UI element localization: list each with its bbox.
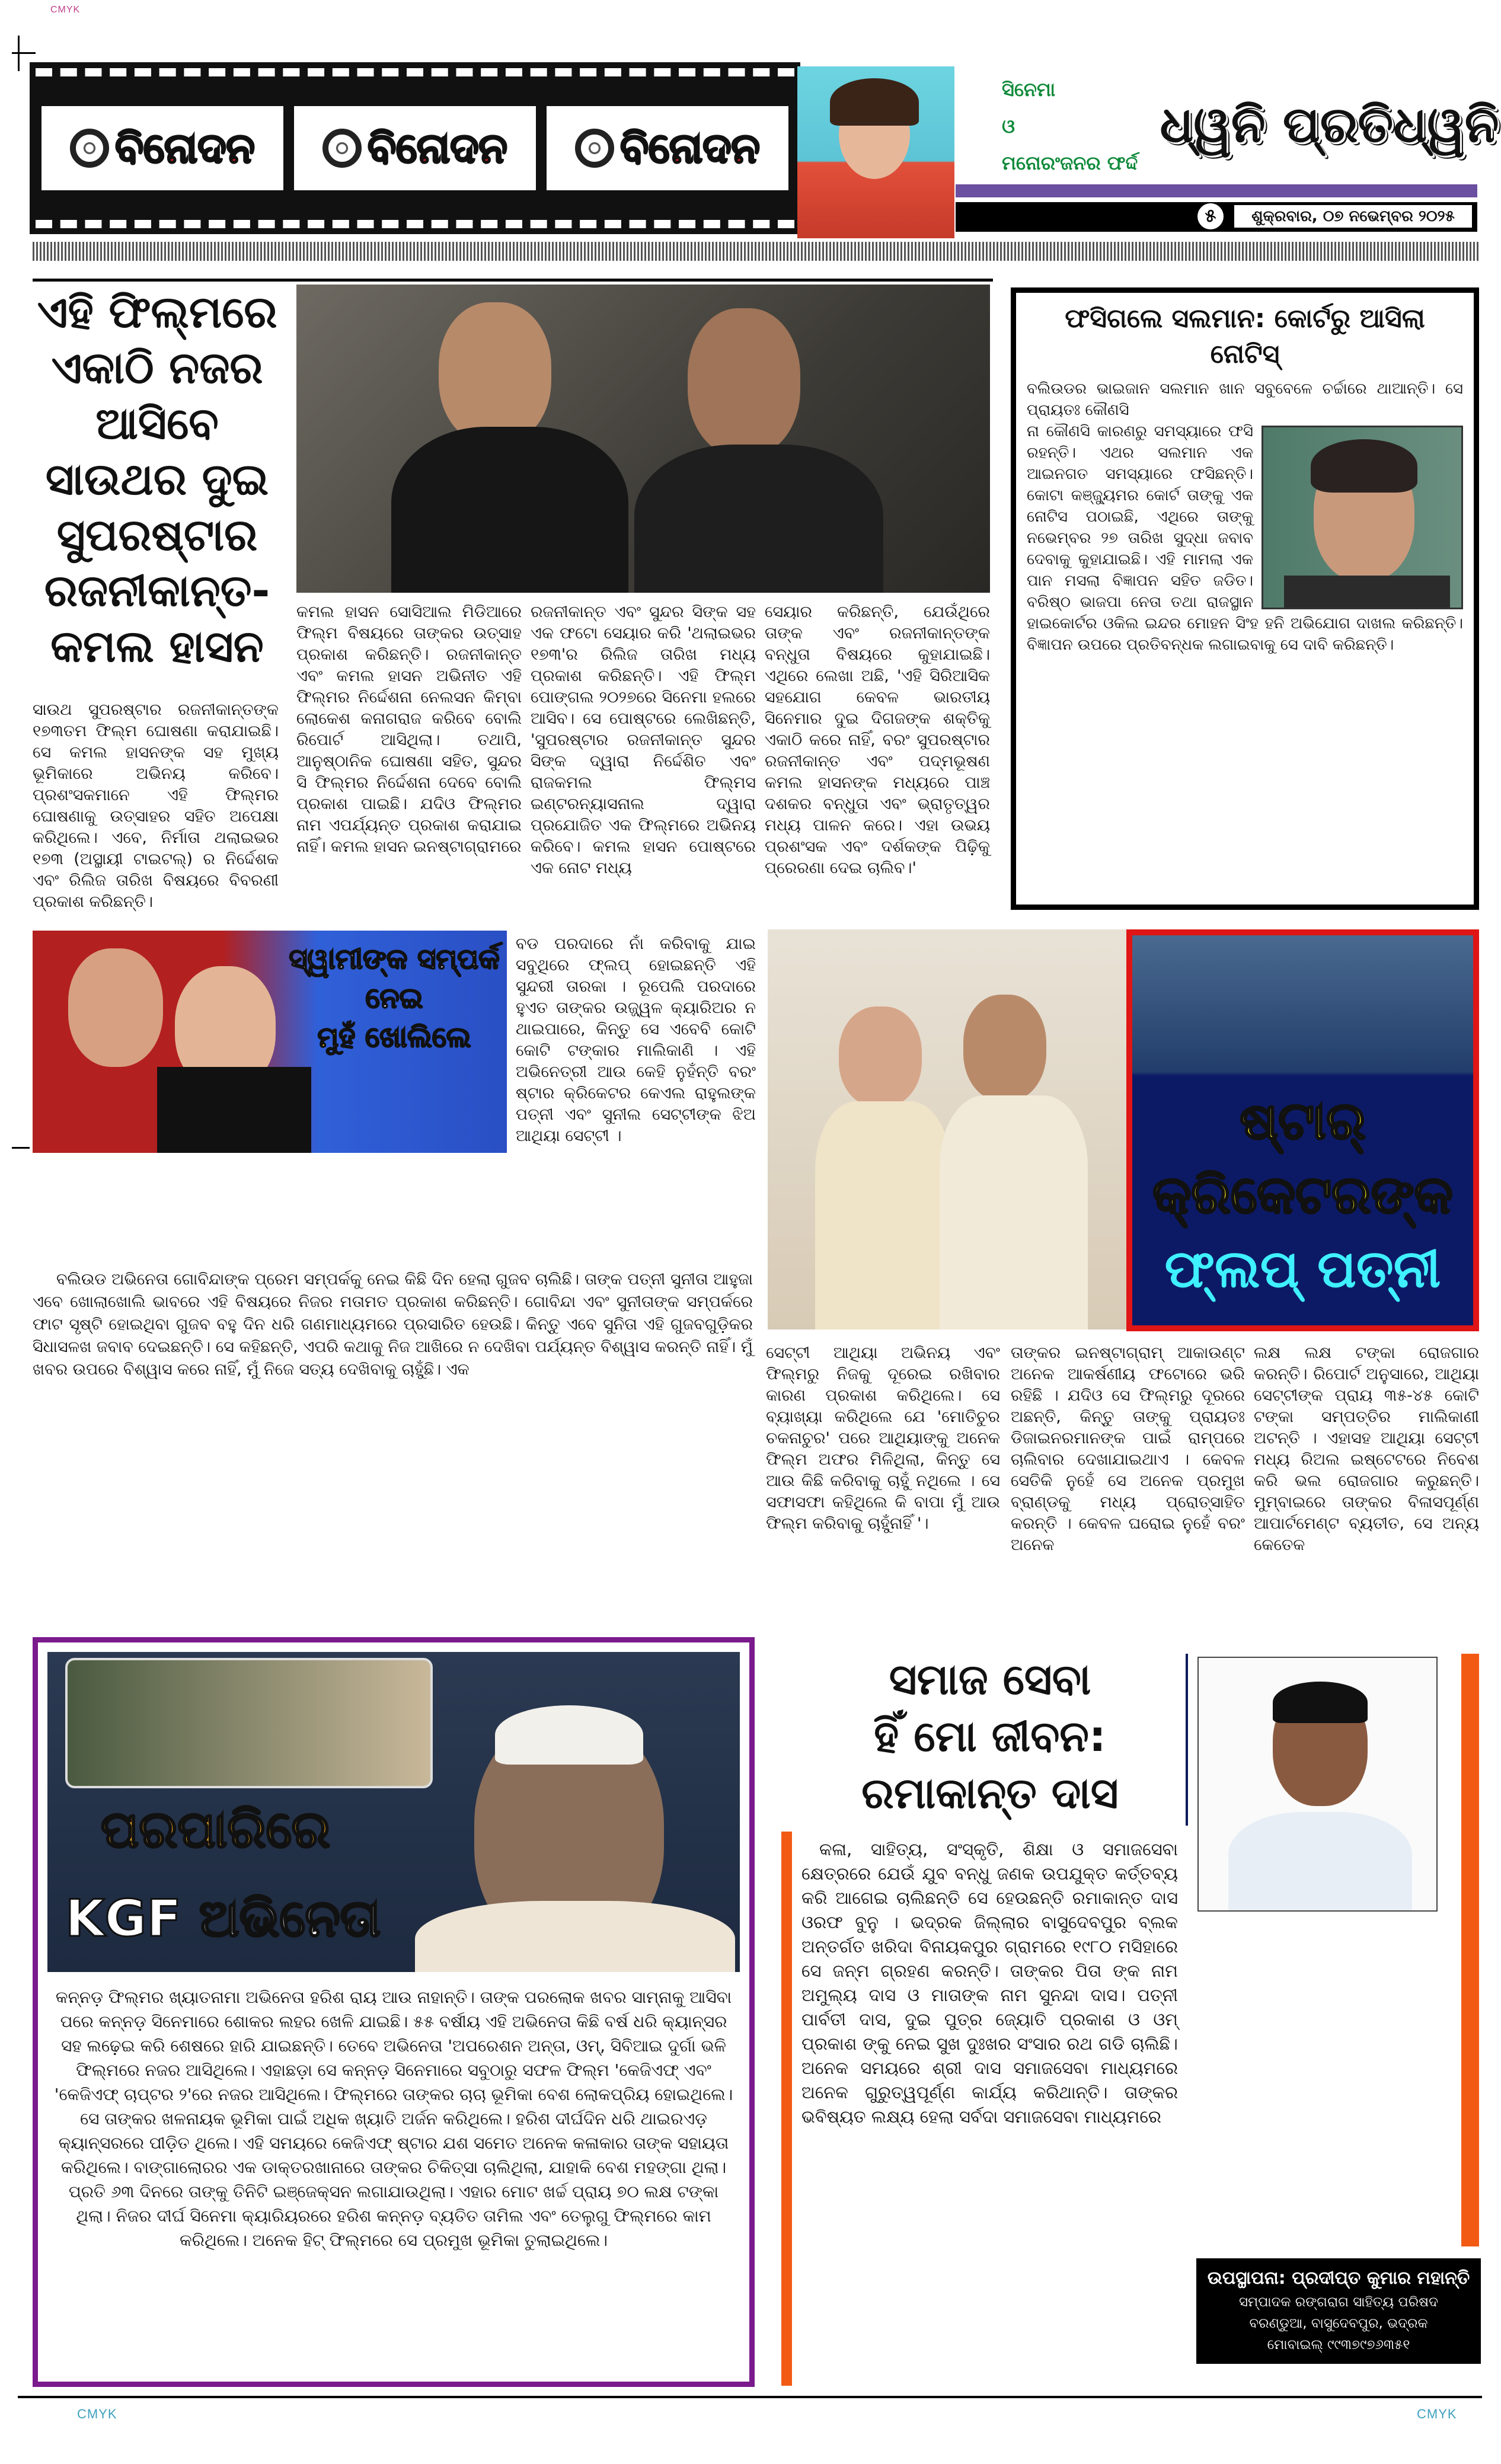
bottom-rule: [18, 2396, 1482, 2398]
story-headline: ଫସିଗଲେ ସଲମାନ: କୋର୍ଟରୁ ଆସିଲା ନୋଟିସ୍: [1065, 303, 1425, 369]
story-lead: ବଲିଉଡର ଭାଇଜାନ ସଲମାନ ଖାନ ସବୁବେଳେ ଚର୍ଚ୍ଚାରେ ଥାଆନ୍ତି। ସେ ପ୍ରାୟତଃ କୌଣସି: [1027, 380, 1463, 419]
story-column: ସେୟାର କରିଛନ୍ତି, ଯେଉଁଥିରେ ତାଙ୍କ ଏବଂ ରଜନୀକାନ୍ତଙ୍କ ବନ୍ଧୁତା ବିଷୟରେ କୁହାଯାଇଛି। ଏଥିରେ ଲେଖା ଅଛି, 'ଏହି ସିରିଆସିକ ସହଯୋଗ କେବଳ ଭାରତୀୟ ସିନେମାର ଦୁଇ ଦିଗଜଙ୍କ ଶକ୍ତିକୁ ଏକାଠି କରେ ନାହିଁ, ବରଂ ସୁପରଷ୍ଟାର ରଜନୀକାନ୍ତ ଏବଂ ପଦ୍ମଭୂଷଣ କମଲ ହାସନଙ୍କ ମଧ୍ୟରେ ପାଞ୍ଚ ଦଶକର ବନ୍ଧୁତା ଏବଂ ଭ୍ରାତୃତ୍ୱର ମଧ୍ୟ ପାଳନ କରେ। ଏହା ଉଭୟ ପ୍ରଶଂସକ ଏବଂ ଦର୍ଶକଙ୍କ ପିଢ଼ିକୁ ପ୍ରେରଣା ଦେଇ ଚାଲିବ।': [765, 603, 990, 877]
wedding-photo: [768, 929, 1126, 1330]
rajini-kamal-photo: [296, 285, 990, 593]
story-body: କନ୍ନଡ଼ ଫିଲ୍ମର ଖ୍ୟାତନାମା ଅଭିନେତା ହରିଶ ରାୟ ଆଉ ନାହାନ୍ତି। ତାଙ୍କ ପରଲୋକ ଖବର ସାମ୍ନାକୁ ଆସିବା ପରେ କନ୍ନଡ଼ ସିନେମାରେ ଶୋକର ଲହର ଖେଳି ଯାଇଛି। ୫୫ ବର୍ଷୀୟ ଏହି ଅଭିନେତା କିଛି ବର୍ଷ ଧରି କ୍ୟାନ୍ସର ସହ ଲଢ଼େଇ କରି ଶେଷରେ ହାରି ଯାଇଛନ୍ତି। ତେବେ ଅଭିନେତା 'ଅପରେଶନ ଅନ୍ତା, ଓମ୍, ସିବିଆଇ ଦୁର୍ଗା ଭଳି ଫିଲ୍ମରେ ନଜର ଆସିଥିଲେ। ଏହାଛଡ଼ା ସେ କନ୍ନଡ଼ ସିନେମାରେ ସବୁଠାରୁ ସଫଳ ଫିଲ୍ମ 'କେଜିଏଫ୍ ଏବଂ 'କେଜିଏଫ୍ ଚାପ୍ଟର ୨'ରେ ନଜର ଆସିଥିଲେ। ଫିଲ୍ମରେ ତାଙ୍କର ଚାଚା ଭୂମିକା ବେଶ ଲୋକପ୍ରିୟ ହୋଇଥିଲେ। ସେ ତାଙ୍କର ଖଳନାୟକ ଭୂମିକା ପାଇଁ ଅଧିକ ଖ୍ୟାତି ଅର୍ଜନ କରିଥିଲେ। ହରିଶ ଦୀର୍ଘଦିନ ଧରି ଥାଇରଏଡ଼ କ୍ୟାନ୍ସରରେ ପୀଡ଼ିତ ଥିଲେ। ଏହି ସମୟରେ କେଜିଏଫ୍ ଷ୍ଟାର ଯଶ ସମେତ ଅନେକ କଳାକାର ତାଙ୍କ ସହାୟତା କରିଥିଲେ। ବାଙ୍ଗାଲୋରର ଏକ ଡାକ୍ତରଖାନାରେ ତାଙ୍କର ଚିକିତ୍ସା ଚାଲିଥିଲା, ଯାହାକି ବେଶ ମହଙ୍ଗା ଥିଲା। ପ୍ରତି ୬୩ ଦିନରେ ତାଙ୍କୁ ତିନିଟି ଇଞ୍ଜେକ୍ସନ ଲଗାଯାଉଥିଲା। ଏହାର ମୋଟ ଖର୍ଚ୍ଚ ପ୍ରାୟ ୭୦ ଲକ୍ଷ ଟଙ୍କା ଥିଲା। ନିଜର ଦୀର୍ଘ ସିନେମା କ୍ୟାରିୟରରେ ହରିଶ କନ୍ନଡ଼ ବ୍ୟତିତ ତାମିଲ ଏବଂ ତେଲୁଗୁ ଫିଲ୍ମରେ କାମ କରିଥିଲେ। ଅନେକ ହିଟ୍ ଫିଲ୍ମରେ ସେ ପ୍ରମୁଖ ଭୂମିକା ତୁଲାଇଥିଲେ।: [54, 1987, 733, 2250]
section-banner: [36, 68, 794, 228]
top-rule: [33, 279, 993, 282]
story-column: ସାଉଥ ସୁପରଷ୍ଟାର ରଜନୀକାନ୍ତଙ୍କ ୧୭୩ତମ ଫିଲ୍ମ ଘୋଷଣା କରାଯାଇଛି। ସେ କମଲ ହାସନଙ୍କ ସହ ମୁଖ୍ୟ ଭୂମିକାରେ ଅଭିନୟ କରିବେ। ପ୍ରଶଂସକମାନେ ଏହି ଫିଲ୍ମର ଘୋଷଣାକୁ ଉତ୍ସାହର ସହିତ ଅପେକ୍ଷା କରିଥିଲେ। ଏବେ, ନିର୍ମାତା ଥଲାଇଭର ୧୭୩ (ଅସ୍ଥାୟୀ ଟାଇଟଲ୍) ର ନିର୍ଦ୍ଦେଶକ ଏବଂ ରିଲିଜ ତାରିଖ ବିଷୟରେ ବିବରଣୀ ପ୍ରକାଶ କରିଛନ୍ତି।: [33, 701, 279, 911]
banner-panel: ବିନୋଦନ: [544, 104, 791, 193]
story-kgf: [33, 1637, 755, 2387]
kgf-actor-photo: ପରପାରିରେ KGF ଅଭିନେତା: [47, 1652, 740, 1972]
tagline: ସିନେମା ଓ ମନୋରଂଜନର ଫର୍ଦ୍ଦ: [1002, 78, 1138, 174]
story-column: କମଲ ହାସନ ସୋସିଆଲ ମିଡିଆରେ ଫିଲ୍ମ ବିଷୟରେ ତାଙ୍କର ଉତ୍ସାହ ପ୍ରକାଶ କରିଛନ୍ତି। ରଜନୀକାନ୍ତ ଏବଂ କମଲ ହାସନ ଅଭିନୀତ ଏହି ଫିଲ୍ମର ନିର୍ଦ୍ଦେଶନା ନେଲସନ କିମ୍ବା ଲୋକେଶ କନାଗରାଜ କରିବେ ବୋଲି ରିପୋର୍ଟ ଆସିଥିଲା। ତଥାପି, ଆନୁଷ୍ଠାନିକ ଘୋଷଣା ସହିତ, ସୁନ୍ଦର ସି ଫିଲ୍ମର ନିର୍ଦ୍ଦେଶନା ଦେବେ ବୋଲି ପ୍ରକାଶ ପାଇଛି। ଯଦିଓ ଫିଲ୍ମର ନାମ ଏପର୍ଯ୍ୟନ୍ତ ପ୍ରକାଶ କରାଯାଇ ନାହିଁ। କମଲ ହାସନ ଇନଷ୍ଟାଗ୍ରାମରେ: [296, 603, 522, 856]
govinda-headline: ସ୍ୱାମୀଙ୍କ ସମ୍ପର୍କ ନେଇ ମୁହଁ ଖୋଲିଲେ: [289, 942, 500, 1054]
credit-box: ଉପସ୍ଥାପନା: ପ୍ରଦୀପ୍ତ କୁମାର ମହାନ୍ତି ସମ୍ପାଦକ ରଙ୍ଗରାଗ ସାହିତ୍ୟ ପରିଷଦ ବରଣ୍ଡୁଆ, ବାସୁଦେବପୁର, ଭଦ୍ରକ ମୋବାଇଲ୍ ୯୯୩୭୯୭୬୩୫୧: [1196, 2258, 1481, 2364]
orange-accent-bar: [781, 1832, 792, 2386]
story-body: କଳା, ସାହିତ୍ୟ, ସଂସ୍କୃତି, ଶିକ୍ଷା ଓ ସମାଜସେବା କ୍ଷେତ୍ରରେ ଯେଉଁ ଯୁବ ବନ୍ଧୁ ଜଣକ ଉପଯୁକ୍ତ କର୍ତ୍ତବ୍ୟ କରି ଆଗେଇ ଚାଲିଛନ୍ତି ସେ ହେଉଛନ୍ତି ରମାକାନ୍ତ ଦାସ ଓରଫ ବୁନୁ । ଭଦ୍ରକ ଜିଲ୍ଲାର ବାସୁଦେବପୁର ବ୍ଲକ ଅନ୍ତର୍ଗତ ଖରିଦା ବିନାୟକପୁର ଗ୍ରାମରେ ୧୯୮୦ ମସିହାରେ ସେ ଜନ୍ମ ଗ୍ରହଣ କରନ୍ତି। ତାଙ୍କର ପିତା ଙ୍କ ନାମ ଅମୁଲ୍ୟ ଦାସ ଓ ମାତାଙ୍କ ନାମ ସୁନନ୍ଦା ଦାସ। ପତ୍ନୀ ପାର୍ବତୀ ଦାସ, ଦୁଇ ପୁତ୍ର ଜ୍ୟୋତି ପ୍ରକାଶ ଓ ଓମ୍ ପ୍ରକାଶ ଙ୍କୁ ନେଇ ସୁଖ ଦୁଃଖର ସଂସାର ରଥ ଗଡି ଚାଲିଛି। ଅନେକ ସମୟରେ ଶ୍ରୀ ଦାସ ସମାଜସେବା ମାଧ୍ୟମରେ ଅନେକ ଗୁରୁତ୍ୱପୂର୍ଣ୍ଣ କାର୍ଯ୍ୟ କରିଥାନ୍ତି। ତାଙ୍କର ଭବିଷ୍ୟତ ଲକ୍ଷ୍ୟ ହେଲା ସର୍ବଦା ସମାଜସେବା ମାଧ୍ୟମରେ: [801, 1839, 1178, 2127]
salman-photo: [1262, 426, 1463, 609]
film-reel-icon: [575, 129, 614, 168]
banner-panel: ବିନୋଦନ: [39, 104, 286, 193]
blue-divider: [1186, 1654, 1188, 1826]
page-number: ୫: [1197, 203, 1224, 229]
story-column: ଲକ୍ଷ ଲକ୍ଷ ଟଙ୍କା ରୋଜଗାର କରନ୍ତି। ରିପୋର୍ଟ ଅନୁସାରେ, ଆଥିୟା ସେଟ୍ଟୀଙ୍କ ପ୍ରାୟ ୩୫-୪୫ କୋଟି ଟଙ୍କା ସମ୍ପତ୍ତିର ମାଲିକାଣୀ ଅଟନ୍ତି । ଏହାସହ ଆଥିୟା ସେଟ୍ଟୀ ମଧ୍ୟ ରିଅଲ ଇଷ୍ଟେଟରେ ନିବେଶ କରି ଭଲ ରୋଜଗାର କରୁଛନ୍ତି। ମୁମ୍ବାଇରେ ତାଙ୍କର ବିଳାସପୂର୍ଣ୍ଣ ଆପାର୍ଟମେଣ୍ଟ ବ୍ୟତୀତ, ସେ ଅନ୍ୟ କେତେକ: [1254, 1344, 1479, 1554]
story-column: ତାଙ୍କର ଇନଷ୍ଟାଗ୍ରାମ୍ ଆକାଉଣ୍ଟ ଅନେକ ଆକର୍ଷଣୀୟ ଫଟୋରେ ଭରି ରହିଛି । ଯଦିଓ ସେ ଫିଲ୍ମରୁ ଦୂରରେ ଅଛନ୍ତି, କିନ୍ତୁ ତାଙ୍କୁ ପ୍ରାୟତଃ ଡିଜାଇନରମାନଙ୍କ ପାଇଁ ରାମ୍ପରେ ଚାଲିବାର ଦେଖାଯାଇଥାଏ । କେବଳ ସେତିକି ନୁହେଁ ସେ ଅନେକ ପ୍ରମୁଖ ବ୍ରାଣ୍ଡକୁ ମଧ୍ୟ ପ୍ରୋତ୍ସାହିତ କରନ୍ତି । କେବଳ ଘରୋଇ ନୁହେଁ ବରଂ ଅନେକ: [1011, 1344, 1245, 1554]
ramakanta-portrait: [1197, 1657, 1438, 1912]
credit-title: ଉପସ୍ଥାପନା: ପ୍ରଦୀପ୍ତ କୁମାର ମହାନ୍ତି: [1207, 2268, 1470, 2289]
cmyk-mark-bottom-left: CMYK: [77, 2407, 117, 2421]
story-column: ରଜନୀକାନ୍ତ ଏବଂ ସୁନ୍ଦର ସିଙ୍କ ସହ ଏକ ଫଟୋ ସେୟାର କରି 'ଥଲାଇଭର ୧୭୩'ର ରିଲିଜ ତାରିଖ ମଧ୍ୟ ପ୍ରକାଶ କରିଛନ୍ତି। ଏହି ଫିଲ୍ମ ପୋଙ୍ଗଲ ୨୦୨୭ରେ ସିନେମା ହଲରେ ଆସିବ। ସେ ପୋଷ୍ଟରେ ଲେଖିଛନ୍ତି, 'ସୁପରଷ୍ଟାର ରଜନୀକାନ୍ତ ସୁନ୍ଦର ସିଙ୍କ ଦ୍ୱାରା ନିର୍ଦ୍ଦେଶିତ ଏବଂ ରାଜକମଲ ଫିଲ୍ମସ ଇଣ୍ଟରନ୍ୟାସନାଲ ଦ୍ୱାରା ପ୍ରଯୋଜିତ ଏକ ଫିଲ୍ମରେ ଅଭିନୟ କରିବେ। କମଲ ହାସନ ପୋଷ୍ଟରେ ଏକ ନୋଟ ମଧ୍ୟ: [531, 603, 756, 877]
cmyk-mark-bottom-right: CMYK: [1417, 2407, 1457, 2421]
crop-mark-left: [18, 36, 20, 71]
story-salman: [1011, 287, 1479, 910]
crop-mark-mid-left: [12, 1147, 30, 1149]
banner-panel: ବିନୋଦନ: [292, 104, 538, 193]
newspaper-logo: ଧ୍ୱନି ପ୍ରତିଧ୍ୱନି: [1160, 95, 1499, 154]
film-reel-icon: [70, 129, 109, 168]
issue-date: ଶୁକ୍ରବାର, ୦୭ ନଭେମ୍ବର ୨୦୨୫: [1233, 204, 1473, 229]
story-body: ବଲିଉଡ ଅଭିନେତା ଗୋବିନ୍ଦାଙ୍କ ପ୍ରେମ ସମ୍ପର୍କକୁ ନେଇ କିଛି ଦିନ ହେଲା ଗୁଜବ ଚାଲିଛି। ତାଙ୍କ ପତ୍ନୀ ସୁନୀତା ଆହୁଜା ଏବେ ଖୋଲାଖୋଲି ଭାବରେ ଏହି ବିଷୟରେ ନିଜର ମତାମତ ପ୍ରକାଶ କରିଛନ୍ତି। ଗୋବିନ୍ଦା ଏବଂ ସୁନୀତାଙ୍କ ସମ୍ପର୍କରେ ଫାଟ ସୃଷ୍ଟି ହୋଇଥିବା ଗୁଜବ ବହୁ ଦିନ ଧରି ଗଣମାଧ୍ୟମରେ ପ୍ରସାରିତ ହେଉଛି। କିନ୍ତୁ ଏବେ ସୁନିତା ଏହି ଗୁଜବଗୁଡ଼ିକର ସିଧାସଳଖ ଜବାବ ଦେଇଛନ୍ତି। ସେ କହିଛନ୍ତି, ଏପରି କଥାକୁ ନିଜ ଆଖିରେ ନ ଦେଖିବା ପର୍ଯ୍ୟନ୍ତ ବିଶ୍ୱାସ କରନ୍ତି ନାହିଁ। ମୁଁ ଖବର ଉପରେ ବିଶ୍ୱାସ କରେ ନାହିଁ, ମୁଁ ନିଜେ ସତ୍ୟ ଦେଖିବାକୁ ଚାହୁଁଛି। ଏକ: [33, 1270, 753, 1379]
film-reel-icon: [322, 129, 362, 168]
cmyk-mark-top: CMYK: [50, 5, 81, 15]
story-body: ନା କୌଣସି କାରଣରୁ ସମସ୍ୟାରେ ଫସି ରହନ୍ତି। ଏଥର ସଲମାନ ଏକ ଆଇନଗତ ସମସ୍ୟାରେ ଫସିଛନ୍ତି। କୋଟା କଞ୍ଜ୍ୟୁମର କୋର୍ଟ ତାଙ୍କୁ ଏକ ନୋଟିସ ପଠାଇଛି, ଏଥିରେ ତାଙ୍କୁ ନଭେମ୍ବର ୨୭ ତାରିଖ ସୁଦ୍ଧା ଜବାବ ଦେବାକୁ କୁହାଯାଇଛି। ଏହି ମାମଲା ଏକ ପାନ ମସଲା ବିଜ୍ଞାପନ ସହିତ ଜଡିତ। ବରିଷ୍ଠ ଭାଜପା ନେତା ତଥା ରାଜସ୍ଥାନ ହାଇକୋର୍ଟର ଓକିଲ ଇନ୍ଦର ମୋହନ ସିଂହ ହନି ଅଭିଯୋଗ ଦାଖଲ କରିଛନ୍ତି। ବିଜ୍ଞାପନ ଉପରେ ପ୍ରତିବନ୍ଧକ ଲଗାଇବାକୁ ସେ ଦାବି କରିଛନ୍ତି।: [1027, 423, 1463, 654]
story-column: ସେଟ୍ଟୀ ଆଥିୟା ଅଭିନୟ ଏବଂ ଫିଲ୍ମରୁ ନିଜକୁ ଦୂରେଇ ରଖିବାର କାରଣ ପ୍ରକାଶ କରିଥିଲେ। ସେ ବ୍ୟାଖ୍ୟା କରିଥିଲେ ଯେ 'ମୋତିଚୁର ଚକନାଚୁର' ପରେ ଆଥିୟାଙ୍କୁ ଅନେକ ଫିଲ୍ମ ଅଫର ମିଳିଥିଲା, କିନ୍ତୁ ସେ ଆଉ କିଛି କରିବାକୁ ଚାହୁଁ ନଥିଲେ । ସେ ସଫାସଫା କହିଥିଲେ କି ବାପା ମୁଁ ଆଉ ଫିଲ୍ମ କରିବାକୁ ଚାହୁଁନାହିଁ '।: [766, 1344, 1000, 1533]
header-stripe-rule: [33, 242, 1479, 261]
story-intro: ବଡ ପରଦାରେ ନାଁ କରିବାକୁ ଯାଇ ସବୁଥିରେ ଫ୍ଲପ୍ ହୋଇଛନ୍ତି ଏହି ସୁନ୍ଦରୀ ତାରକା । ରୂପେଲି ପରଦାରେ ହୁଏତ ତାଙ୍କର ଉଜ୍ଜ୍ୱଳ କ୍ୟାରିଅର ନ ଥାଇପାରେ, କିନ୍ତୁ ସେ ଏବେବି କୋଟି କୋଟି ଟଙ୍କାର ମାଲିକାଣି । ଏହି ଅଭିନେତ୍ରୀ ଆଉ କେହି ନୁହଁନ୍ତି ବରଂ ଷ୍ଟାର କ୍ରିକେଟର କେଏଲ ରାହୁଲଙ୍କ ପତ୍ନୀ ଏବଂ ସୁନୀଲ ସେଟ୍ଟୀଙ୍କ ଝିଅ ଆଥିୟା ସେଟ୍ଟୀ ।: [516, 935, 756, 1145]
story-headline: ସମାଜ ସେବା ହିଁ ମୋ ଜୀବନ: ରମାକାନ୍ତ ଦାସ: [861, 1654, 1119, 1818]
purple-rule: [956, 184, 1477, 197]
star-cricketer-panel: ଷ୍ଟାର୍ କ୍ରିକେଟରଙ୍କ ଫ୍ଲପ୍ ପତ୍ନୀ: [1126, 929, 1479, 1331]
crop-mark-top-left: [12, 52, 36, 54]
actress-photo: [797, 66, 954, 238]
story-headline: ଏହି ଫିଲ୍ମରେ ଏକାଠି ନଜର ଆସିବେ ସାଉଥର ଦୁଇ ସୁପରଷ୍ଟାର ରଜନୀକାନ୍ତ-କମଲ ହାସନ: [37, 287, 277, 672]
orange-accent-bar-right: [1461, 1654, 1479, 2246]
